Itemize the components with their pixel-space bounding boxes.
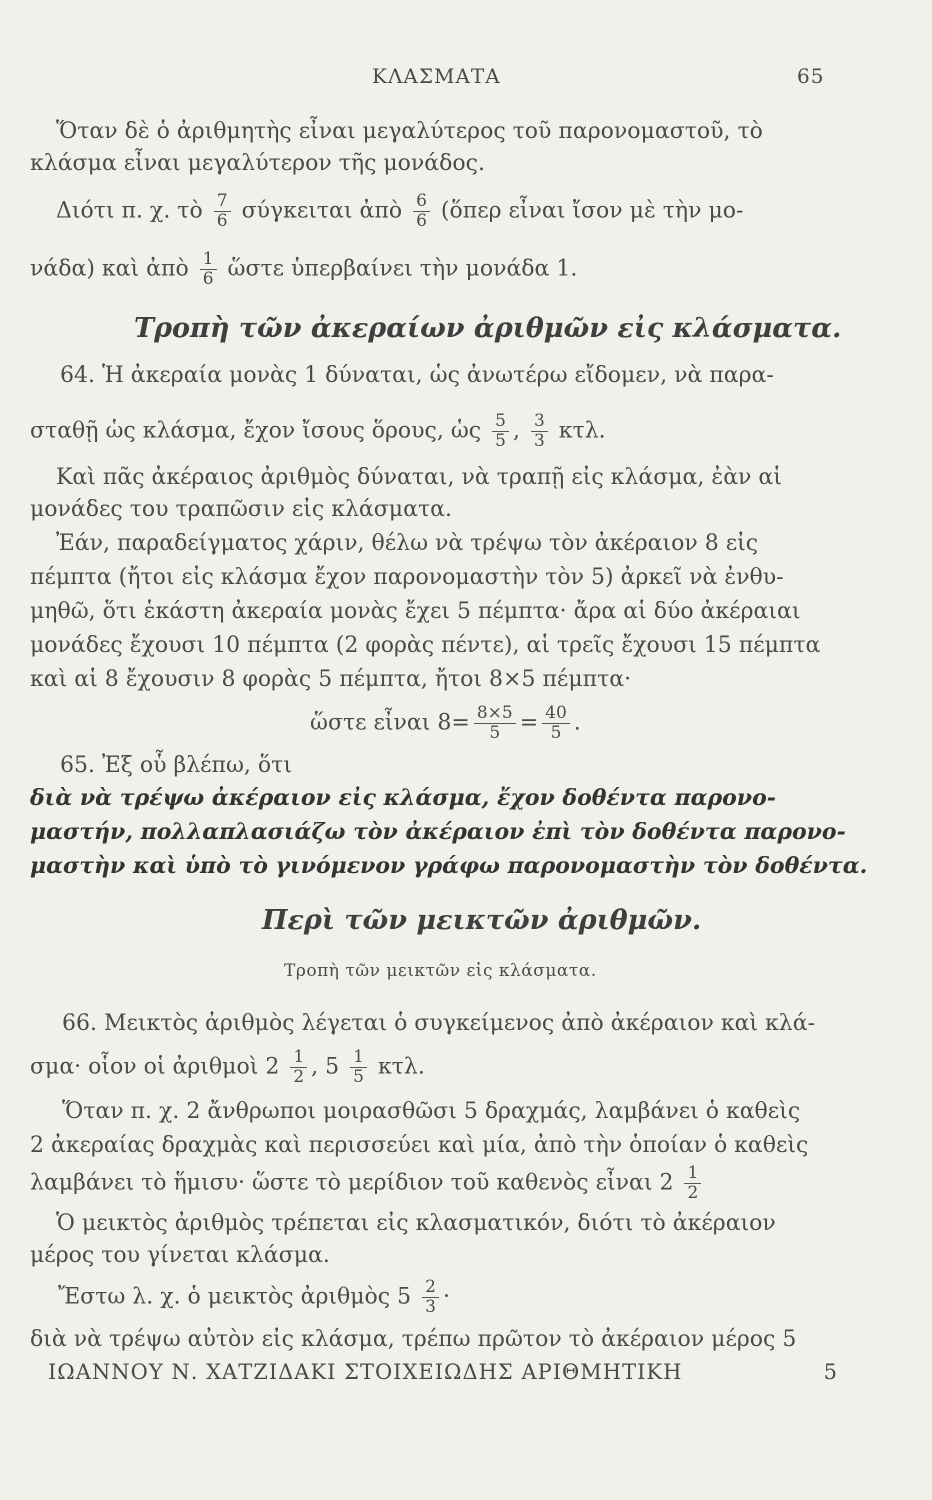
denominator: 6 bbox=[416, 211, 427, 231]
text-line: Ὅταν δὲ ὁ ἀριθμητὴς εἶναι μεγαλύτερος τοῦ παρονομαστοῦ, τὸ bbox=[56, 119, 763, 144]
text-line bbox=[58, 1278, 858, 1317]
text-run: κτλ. bbox=[377, 1054, 425, 1080]
text-line: 2 ἀκεραίας δραχμὰς καὶ περισσεύει καὶ μία, ἀπὸ τὴν ὁποίαν ὁ καθεὶς bbox=[30, 1133, 809, 1158]
numerator: 1 bbox=[353, 1047, 364, 1067]
numerator: 8×5 bbox=[476, 703, 513, 723]
text-line: Ὅταν π. χ. 2 ἄνθρωποι μοιρασθῶσι 5 δραχμάς, λαμβάνει ὁ καθεὶς bbox=[62, 1099, 801, 1124]
fraction bbox=[413, 192, 430, 231]
text-line: διὰ νὰ τρέψω αὐτὸν εἰς κλάσμα, τρέπω πρῶτον τὸ ἀκέραιον μέρος 5 bbox=[30, 1327, 797, 1352]
footer-text: ΙΩΑΝΝΟΥ Ν. ΧΑΤΖΙΔΑΚΙ ΣΤΟΙΧΕΙΩΔΗΣ ΑΡΙΘΜΗΤΙΚΗ bbox=[48, 1360, 683, 1384]
text-line: σταθῇ ὡς κλάσμα, ἔχον ἴσους ὅρους, ὡς $\frac{5}{5}$ , $\frac{3}{3}$ κτλ. bbox=[30, 411, 606, 451]
text-line: πέμπτα (ἤτοι εἰς κλάσμα ἔχον παρονομαστὴν τὸν 5) ἀρκεῖ νὰ ἐνθυ- bbox=[30, 565, 784, 590]
text-line: μέρος του γίνεται κλάσμα. bbox=[30, 1243, 330, 1268]
text-run: . bbox=[573, 710, 581, 736]
text-run: Διότι π. χ. τὸ bbox=[56, 198, 203, 224]
text-run: = bbox=[519, 710, 539, 736]
text-line bbox=[30, 1048, 830, 1087]
signature-number: 5 bbox=[823, 1360, 838, 1384]
fraction bbox=[290, 1048, 307, 1087]
denominator: 5 bbox=[489, 723, 501, 743]
text-line: μονάδες του τραπῶσιν εἰς κλάσματα. bbox=[30, 497, 452, 522]
text-run: (ὅπερ εἶναι ἴσον μὲ τὴν μο- bbox=[440, 198, 744, 224]
fraction bbox=[542, 704, 570, 743]
text-line: Ὁ μεικτὸς ἀριθμὸς τρέπεται εἰς κλασματικόν, διότι τὸ ἀκέραιον bbox=[56, 1211, 776, 1236]
numerator: 2 bbox=[425, 1277, 436, 1297]
subheading: Τροπὴ τῶν μεικτῶν εἰς κλάσματα. bbox=[284, 961, 597, 981]
fraction bbox=[684, 1164, 701, 1203]
text-line bbox=[56, 192, 826, 231]
emphasis-line: μαστήν, πολλαπλασιάζω τὸν ἀκέραιον ἐπὶ τὸν δοθέντα παρονο- bbox=[30, 819, 846, 845]
text-line: καὶ αἱ 8 ἔχουσιν 8 φορὰς 5 πέμπτα, ἤτοι 8×5 πέμπτα· bbox=[30, 667, 632, 692]
numerator: 6 bbox=[416, 191, 427, 211]
fraction bbox=[474, 704, 516, 743]
numerator: 40 bbox=[545, 703, 567, 723]
running-title: ΚΛΑΣΜΑΤΑ bbox=[372, 64, 501, 88]
text-line: 64. Ἡ ἀκεραία μονὰς 1 δύναται, ὡς ἀνωτέρω εἴδομεν, νὰ παρα- bbox=[60, 363, 774, 388]
text-line: 65. Ἐξ οὗ βλέπω, ὅτι bbox=[60, 753, 292, 778]
numerator: 7 bbox=[216, 191, 228, 211]
page-number: 65 bbox=[797, 64, 825, 88]
text-run: Ἔστω λ. χ. ὁ μεικτὸς ἀριθμὸς 5 bbox=[58, 1284, 412, 1310]
text-run: σμα· οἷον οἱ ἀριθμοὶ 2 bbox=[30, 1054, 280, 1080]
numerator: 1 bbox=[293, 1047, 305, 1067]
fraction bbox=[492, 412, 509, 451]
text-line: Καὶ πᾶς ἀκέραιος ἀριθμὸς δύναται, νὰ τραπῇ εἰς κλάσμα, ἐὰν αἱ bbox=[56, 465, 782, 490]
text-line: μονάδες ἔχουσι 10 πέμπτα (2 φορὰς πέντε), αἱ τρεῖς ἔχουσι 15 πέμπτα bbox=[30, 633, 821, 658]
fraction bbox=[531, 412, 548, 451]
numerator: 1 bbox=[687, 1163, 699, 1183]
text-line: 66. Μεικτὸς ἀριθμὸς λέγεται ὁ συγκείμενος ἀπὸ ἀκέραιον καὶ κλά- bbox=[62, 1011, 816, 1036]
text-line: κλάσμα εἶναι μεγαλύτερον τῆς μονάδος. bbox=[30, 151, 485, 176]
text-run: · bbox=[442, 1284, 450, 1310]
text-run: νάδα) καὶ ἀπὸ bbox=[30, 256, 189, 282]
denominator: 2 bbox=[687, 1183, 699, 1203]
denominator: 3 bbox=[425, 1297, 436, 1317]
footer-signature-line bbox=[48, 1360, 838, 1384]
denominator: 5 bbox=[495, 431, 506, 451]
text-run: ὥστε εἶναι 8= bbox=[310, 710, 470, 736]
fraction bbox=[214, 192, 231, 231]
text-line: μηθῶ, ὅτι ἑκάστη ἀκεραία μονὰς ἔχει 5 πέμπτα· ἄρα αἱ δύο ἀκέραιαι bbox=[30, 599, 801, 624]
fraction bbox=[422, 1278, 439, 1317]
denominator: 3 bbox=[533, 431, 545, 451]
text-run: κτλ. bbox=[558, 418, 606, 444]
emphasis-line: διὰ νὰ τρέψω ἀκέραιον εἰς κλάσμα, ἔχον δοθέντα παρονο- bbox=[30, 785, 776, 811]
text-run: σύγκειται ἀπὸ bbox=[241, 198, 403, 224]
text-run: , 5 bbox=[311, 1054, 340, 1080]
text-run: λαμβάνει τὸ ἥμισυ· ὥστε τὸ μερίδιον τοῦ καθενὸς εἶναι 2 bbox=[30, 1170, 674, 1196]
denominator: 5 bbox=[353, 1067, 364, 1087]
numerator: 3 bbox=[533, 411, 545, 431]
denominator: 6 bbox=[202, 269, 214, 289]
denominator: 6 bbox=[216, 211, 228, 231]
text-line: Ἐάν, παραδείγματος χάριν, θέλω νὰ τρέψω τὸν ἀκέραιον 8 εἰς bbox=[56, 531, 759, 556]
equation bbox=[310, 704, 581, 743]
fraction bbox=[350, 1048, 367, 1087]
text-line bbox=[30, 250, 830, 289]
section-heading: Τροπὴ τῶν ἀκεραίων ἀριθμῶν εἰς κλάσματα. bbox=[134, 313, 842, 344]
section-heading: Περὶ τῶν μεικτῶν ἀριθμῶν. bbox=[262, 905, 702, 936]
text-line bbox=[30, 1164, 830, 1203]
emphasis-line: μαστὴν καὶ ὑπὸ τὸ γινόμενον γράφω παρονομαστὴν τὸν δοθέντα. bbox=[30, 853, 868, 879]
text-run: ὥστε ὑπερβαίνει τὴν μονάδα 1. bbox=[227, 256, 578, 282]
numerator: 5 bbox=[495, 411, 506, 431]
text-run: σταθῇ ὡς κλάσμα, ἔχον ἴσους ὅρους, ὡς bbox=[30, 418, 482, 444]
denominator: 2 bbox=[293, 1067, 305, 1087]
numerator: 1 bbox=[202, 249, 214, 269]
fraction bbox=[200, 250, 217, 289]
denominator: 5 bbox=[550, 723, 562, 743]
